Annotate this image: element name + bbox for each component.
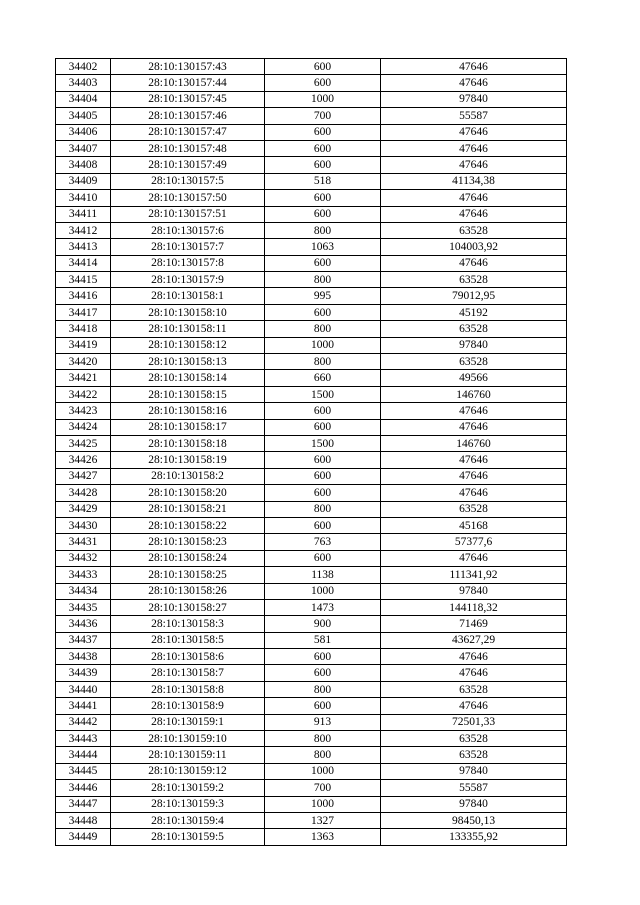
area-cell: 1000 [265, 763, 381, 779]
cadastral-number-cell: 28:10:130158:1 [111, 288, 265, 304]
row-number-cell: 34405 [56, 108, 111, 124]
cadastral-number-cell: 28:10:130157:46 [111, 108, 265, 124]
row-number-cell: 34431 [56, 534, 111, 550]
area-cell: 1063 [265, 239, 381, 255]
area-cell: 1000 [265, 583, 381, 599]
row-number-cell: 34437 [56, 632, 111, 648]
cadastral-number-cell: 28:10:130157:45 [111, 91, 265, 107]
value-cell: 63528 [381, 272, 567, 288]
table-row [56, 255, 567, 271]
area-cell: 600 [265, 190, 381, 206]
area-cell: 600 [265, 468, 381, 484]
cadastral-number-cell: 28:10:130158:26 [111, 583, 265, 599]
area-cell: 600 [265, 419, 381, 435]
cadastral-number-cell: 28:10:130158:24 [111, 550, 265, 566]
area-cell: 800 [265, 272, 381, 288]
value-cell: 47646 [381, 649, 567, 665]
value-cell: 111341,92 [381, 567, 567, 583]
cadastral-number-cell: 28:10:130158:21 [111, 501, 265, 517]
value-cell: 97840 [381, 763, 567, 779]
cadastral-number-cell: 28:10:130157:49 [111, 157, 265, 173]
value-cell: 43627,29 [381, 632, 567, 648]
value-cell: 97840 [381, 583, 567, 599]
table-row [56, 124, 567, 140]
row-number-cell: 34446 [56, 780, 111, 796]
row-number-cell: 34426 [56, 452, 111, 468]
table-row [56, 157, 567, 173]
table-row [56, 206, 567, 222]
area-cell: 1473 [265, 599, 381, 615]
area-cell: 581 [265, 632, 381, 648]
cadastral-number-cell: 28:10:130157:51 [111, 206, 265, 222]
cadastral-number-cell: 28:10:130159:12 [111, 763, 265, 779]
area-cell: 700 [265, 108, 381, 124]
table-row [56, 534, 567, 550]
row-number-cell: 34436 [56, 616, 111, 632]
table-row [56, 550, 567, 566]
table-row [56, 731, 567, 747]
cadastral-number-cell: 28:10:130158:19 [111, 452, 265, 468]
table-row [56, 173, 567, 189]
value-cell: 63528 [381, 354, 567, 370]
cadastral-number-cell: 28:10:130159:10 [111, 731, 265, 747]
value-cell: 47646 [381, 157, 567, 173]
row-number-cell: 34448 [56, 812, 111, 828]
value-cell: 47646 [381, 206, 567, 222]
row-number-cell: 34403 [56, 75, 111, 91]
table-row [56, 485, 567, 501]
table-row [56, 321, 567, 337]
value-cell: 97840 [381, 337, 567, 353]
value-cell: 47646 [381, 698, 567, 714]
table-row [56, 222, 567, 238]
area-cell: 600 [265, 206, 381, 222]
table-row [56, 780, 567, 796]
cadastral-number-cell: 28:10:130159:4 [111, 812, 265, 828]
area-cell: 900 [265, 616, 381, 632]
value-cell: 72501,33 [381, 714, 567, 730]
row-number-cell: 34430 [56, 517, 111, 533]
row-number-cell: 34412 [56, 222, 111, 238]
cadastral-number-cell: 28:10:130158:18 [111, 435, 265, 451]
cadastral-number-cell: 28:10:130159:3 [111, 796, 265, 812]
area-cell: 518 [265, 173, 381, 189]
row-number-cell: 34428 [56, 485, 111, 501]
table-row [56, 599, 567, 615]
area-cell: 800 [265, 501, 381, 517]
table-row [56, 403, 567, 419]
cadastral-number-cell: 28:10:130158:3 [111, 616, 265, 632]
area-cell: 1500 [265, 386, 381, 402]
value-cell: 79012,95 [381, 288, 567, 304]
table-row [56, 796, 567, 812]
row-number-cell: 34410 [56, 190, 111, 206]
value-cell: 63528 [381, 501, 567, 517]
cadastral-number-cell: 28:10:130158:7 [111, 665, 265, 681]
area-cell: 1327 [265, 812, 381, 828]
area-cell: 600 [265, 517, 381, 533]
value-cell: 47646 [381, 75, 567, 91]
row-number-cell: 34404 [56, 91, 111, 107]
row-number-cell: 34427 [56, 468, 111, 484]
area-cell: 600 [265, 157, 381, 173]
value-cell: 41134,38 [381, 173, 567, 189]
cadastral-number-cell: 28:10:130158:23 [111, 534, 265, 550]
area-cell: 600 [265, 304, 381, 320]
cadastral-number-cell: 28:10:130157:6 [111, 222, 265, 238]
area-cell: 995 [265, 288, 381, 304]
value-cell: 45192 [381, 304, 567, 320]
area-cell: 600 [265, 403, 381, 419]
row-number-cell: 34433 [56, 567, 111, 583]
table-row [56, 501, 567, 517]
table-row [56, 370, 567, 386]
row-number-cell: 34420 [56, 354, 111, 370]
row-number-cell: 34425 [56, 435, 111, 451]
value-cell: 47646 [381, 452, 567, 468]
cadastral-number-cell: 28:10:130158:5 [111, 632, 265, 648]
value-cell: 146760 [381, 435, 567, 451]
area-cell: 800 [265, 354, 381, 370]
cadastral-number-cell: 28:10:130158:10 [111, 304, 265, 320]
table-row [56, 288, 567, 304]
row-number-cell: 34408 [56, 157, 111, 173]
cadastral-number-cell: 28:10:130158:11 [111, 321, 265, 337]
cadastral-number-cell: 28:10:130158:27 [111, 599, 265, 615]
cadastral-number-cell: 28:10:130158:14 [111, 370, 265, 386]
value-cell: 55587 [381, 780, 567, 796]
area-cell: 600 [265, 665, 381, 681]
area-cell: 1138 [265, 567, 381, 583]
value-cell: 47646 [381, 419, 567, 435]
value-cell: 49566 [381, 370, 567, 386]
row-number-cell: 34449 [56, 829, 111, 845]
row-number-cell: 34423 [56, 403, 111, 419]
cadastral-number-cell: 28:10:130157:47 [111, 124, 265, 140]
table-row [56, 452, 567, 468]
area-cell: 913 [265, 714, 381, 730]
table-row [56, 386, 567, 402]
row-number-cell: 34429 [56, 501, 111, 517]
data-table [55, 58, 567, 846]
area-cell: 800 [265, 681, 381, 697]
table-row [56, 616, 567, 632]
row-number-cell: 34445 [56, 763, 111, 779]
value-cell: 47646 [381, 485, 567, 501]
cadastral-number-cell: 28:10:130157:8 [111, 255, 265, 271]
area-cell: 600 [265, 485, 381, 501]
table-row [56, 354, 567, 370]
row-number-cell: 34421 [56, 370, 111, 386]
table-row [56, 665, 567, 681]
row-number-cell: 34417 [56, 304, 111, 320]
row-number-cell: 34406 [56, 124, 111, 140]
cadastral-number-cell: 28:10:130157:50 [111, 190, 265, 206]
value-cell: 63528 [381, 681, 567, 697]
cadastral-number-cell: 28:10:130158:9 [111, 698, 265, 714]
row-number-cell: 34444 [56, 747, 111, 763]
cadastral-number-cell: 28:10:130158:16 [111, 403, 265, 419]
row-number-cell: 34441 [56, 698, 111, 714]
value-cell: 47646 [381, 255, 567, 271]
table-row [56, 583, 567, 599]
row-number-cell: 34443 [56, 731, 111, 747]
value-cell: 63528 [381, 222, 567, 238]
value-cell: 47646 [381, 140, 567, 156]
value-cell: 47646 [381, 59, 567, 75]
table-row [56, 698, 567, 714]
cadastral-number-cell: 28:10:130159:11 [111, 747, 265, 763]
row-number-cell: 34447 [56, 796, 111, 812]
row-number-cell: 34416 [56, 288, 111, 304]
cadastral-number-cell: 28:10:130158:13 [111, 354, 265, 370]
value-cell: 47646 [381, 124, 567, 140]
row-number-cell: 34415 [56, 272, 111, 288]
table-row [56, 468, 567, 484]
cadastral-number-cell: 28:10:130158:12 [111, 337, 265, 353]
value-cell: 47646 [381, 190, 567, 206]
table-row [56, 435, 567, 451]
cadastral-number-cell: 28:10:130158:8 [111, 681, 265, 697]
value-cell: 63528 [381, 731, 567, 747]
cadastral-number-cell: 28:10:130159:5 [111, 829, 265, 845]
table-row [56, 91, 567, 107]
cadastral-number-cell: 28:10:130157:5 [111, 173, 265, 189]
row-number-cell: 34411 [56, 206, 111, 222]
cadastral-number-cell: 28:10:130157:9 [111, 272, 265, 288]
value-cell: 144118,32 [381, 599, 567, 615]
value-cell: 45168 [381, 517, 567, 533]
table-row [56, 829, 567, 845]
area-cell: 1000 [265, 91, 381, 107]
row-number-cell: 34442 [56, 714, 111, 730]
value-cell: 55587 [381, 108, 567, 124]
row-number-cell: 34435 [56, 599, 111, 615]
row-number-cell: 34424 [56, 419, 111, 435]
row-number-cell: 34407 [56, 140, 111, 156]
area-cell: 600 [265, 124, 381, 140]
table-row [56, 108, 567, 124]
cadastral-number-cell: 28:10:130158:25 [111, 567, 265, 583]
area-cell: 600 [265, 550, 381, 566]
row-number-cell: 34413 [56, 239, 111, 255]
area-cell: 600 [265, 698, 381, 714]
table-row [56, 190, 567, 206]
table-row [56, 763, 567, 779]
cadastral-number-cell: 28:10:130159:2 [111, 780, 265, 796]
table-row [56, 419, 567, 435]
area-cell: 800 [265, 321, 381, 337]
area-cell: 700 [265, 780, 381, 796]
cadastral-number-cell: 28:10:130158:22 [111, 517, 265, 533]
table-row [56, 239, 567, 255]
area-cell: 800 [265, 747, 381, 763]
row-number-cell: 34422 [56, 386, 111, 402]
table-row [56, 681, 567, 697]
area-cell: 1363 [265, 829, 381, 845]
table-body [56, 59, 567, 846]
value-cell: 133355,92 [381, 829, 567, 845]
value-cell: 57377,6 [381, 534, 567, 550]
cadastral-number-cell: 28:10:130158:17 [111, 419, 265, 435]
row-number-cell: 34439 [56, 665, 111, 681]
value-cell: 97840 [381, 91, 567, 107]
area-cell: 600 [265, 452, 381, 468]
table-row [56, 812, 567, 828]
value-cell: 47646 [381, 665, 567, 681]
value-cell: 98450,13 [381, 812, 567, 828]
table-row [56, 649, 567, 665]
cadastral-number-cell: 28:10:130158:15 [111, 386, 265, 402]
area-cell: 660 [265, 370, 381, 386]
table-row [56, 714, 567, 730]
row-number-cell: 34419 [56, 337, 111, 353]
area-cell: 763 [265, 534, 381, 550]
area-cell: 1500 [265, 435, 381, 451]
value-cell: 146760 [381, 386, 567, 402]
table-row [56, 337, 567, 353]
value-cell: 63528 [381, 747, 567, 763]
area-cell: 600 [265, 59, 381, 75]
value-cell: 63528 [381, 321, 567, 337]
row-number-cell: 34432 [56, 550, 111, 566]
area-cell: 800 [265, 222, 381, 238]
cadastral-number-cell: 28:10:130159:1 [111, 714, 265, 730]
row-number-cell: 34440 [56, 681, 111, 697]
row-number-cell: 34414 [56, 255, 111, 271]
value-cell: 71469 [381, 616, 567, 632]
row-number-cell: 34434 [56, 583, 111, 599]
cadastral-number-cell: 28:10:130158:2 [111, 468, 265, 484]
area-cell: 1000 [265, 796, 381, 812]
table-row [56, 304, 567, 320]
table-row [56, 632, 567, 648]
row-number-cell: 34409 [56, 173, 111, 189]
row-number-cell: 34418 [56, 321, 111, 337]
table-row [56, 747, 567, 763]
cadastral-number-cell: 28:10:130157:48 [111, 140, 265, 156]
table-row [56, 59, 567, 75]
value-cell: 104003,92 [381, 239, 567, 255]
area-cell: 600 [265, 649, 381, 665]
table-row [56, 567, 567, 583]
row-number-cell: 34438 [56, 649, 111, 665]
table-row [56, 272, 567, 288]
table-row [56, 75, 567, 91]
value-cell: 47646 [381, 550, 567, 566]
area-cell: 1000 [265, 337, 381, 353]
cadastral-number-cell: 28:10:130158:20 [111, 485, 265, 501]
value-cell: 47646 [381, 468, 567, 484]
cadastral-number-cell: 28:10:130158:6 [111, 649, 265, 665]
cadastral-number-cell: 28:10:130157:7 [111, 239, 265, 255]
cadastral-number-cell: 28:10:130157:43 [111, 59, 265, 75]
table-row [56, 517, 567, 533]
area-cell: 600 [265, 75, 381, 91]
area-cell: 600 [265, 255, 381, 271]
value-cell: 97840 [381, 796, 567, 812]
row-number-cell: 34402 [56, 59, 111, 75]
value-cell: 47646 [381, 403, 567, 419]
area-cell: 800 [265, 731, 381, 747]
table-row [56, 140, 567, 156]
area-cell: 600 [265, 140, 381, 156]
cadastral-number-cell: 28:10:130157:44 [111, 75, 265, 91]
